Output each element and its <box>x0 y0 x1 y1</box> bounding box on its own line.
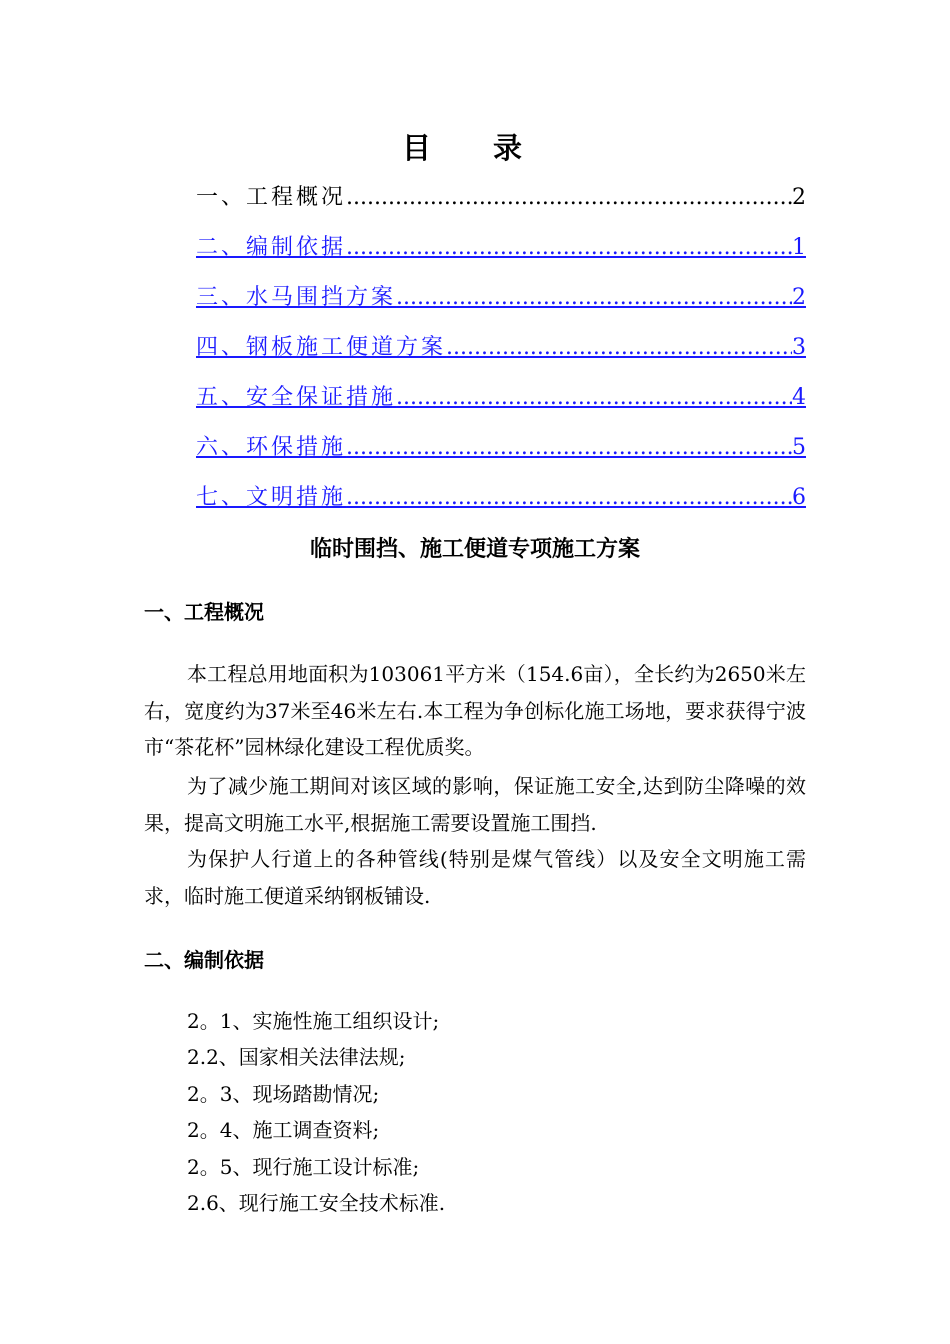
list-item: 2。5、现行施工设计标准; <box>187 1154 420 1179</box>
toc-entry-page: 2 <box>792 185 806 210</box>
toc-entry-page: 5 <box>792 435 806 460</box>
toc-leader-dots <box>396 278 792 318</box>
list-item: 2。4、施工调查资料; <box>187 1118 380 1143</box>
toc-entry-label: 四、钢板施工便道方案 <box>196 335 447 360</box>
toc-leader-dots <box>346 428 792 468</box>
table-of-contents <box>196 178 806 528</box>
toc-entry-label: 二、编制依据 <box>196 235 347 260</box>
toc-link-environment-measures[interactable] <box>196 428 806 478</box>
section-heading-overview: 一、工程概况 <box>144 600 264 624</box>
toc-entry-page: 2 <box>792 285 806 310</box>
toc-leader-dots <box>446 328 792 368</box>
toc-entry-page: 3 <box>792 335 806 360</box>
toc-entry-label: 五、安全保证措施 <box>196 385 397 410</box>
toc-entry-label: 七、文明措施 <box>196 485 347 510</box>
toc-entry-overview[interactable] <box>196 178 806 228</box>
toc-entry-page: 4 <box>792 385 806 410</box>
paragraph: 本工程总用地面积为103061平方米（154.6亩），全长约为2650米左右，宽度约为37米至46米左右.本工程为争创标化施工场地，要求获得宁波市“茶花杯”园林绿化建设工程优质奖。 <box>144 662 806 759</box>
toc-leader-dots <box>346 478 792 518</box>
list-item: 2.6、现行施工安全技术标准. <box>187 1190 446 1215</box>
toc-link-steel-road-plan[interactable] <box>196 328 806 378</box>
paragraph: 为了减少施工期间对该区域的影响，保证施工安全,达到防尘降噪的效果，提高文明施工水平,根据施工需要设置施工围挡. <box>144 774 806 835</box>
toc-title: 目 录 <box>401 131 549 165</box>
toc-link-barrier-plan[interactable] <box>196 278 806 328</box>
list-item: 2。1、实施性施工组织设计; <box>187 1009 440 1033</box>
toc-entry-label: 一、工程概况 <box>196 185 347 210</box>
toc-leader-dots <box>346 178 792 218</box>
list-item: 2。3、现场踏勘情况; <box>187 1081 380 1106</box>
toc-link-civilized-measures[interactable] <box>196 478 806 528</box>
toc-entry-page: 6 <box>792 485 806 510</box>
paragraph: 为保护人行道上的各种管线(特别是煤气管线）以及安全文明施工需求，临时施工便道采纳钢板铺设. <box>144 847 806 908</box>
basis-list <box>187 1003 445 1221</box>
list-item: 2.2、国家相关法律法规; <box>187 1045 406 1070</box>
toc-leader-dots <box>396 378 792 418</box>
toc-leader-dots <box>346 228 792 268</box>
toc-link-basis[interactable] <box>196 228 806 278</box>
toc-entry-label: 三、水马围挡方案 <box>196 285 397 310</box>
document-title: 临时围挡、施工便道专项施工方案 <box>309 537 640 562</box>
section-heading-basis: 二、编制依据 <box>144 948 264 972</box>
toc-entry-page: 1 <box>792 235 806 260</box>
toc-link-safety-measures[interactable] <box>196 378 806 428</box>
toc-entry-label: 六、环保措施 <box>196 435 347 460</box>
